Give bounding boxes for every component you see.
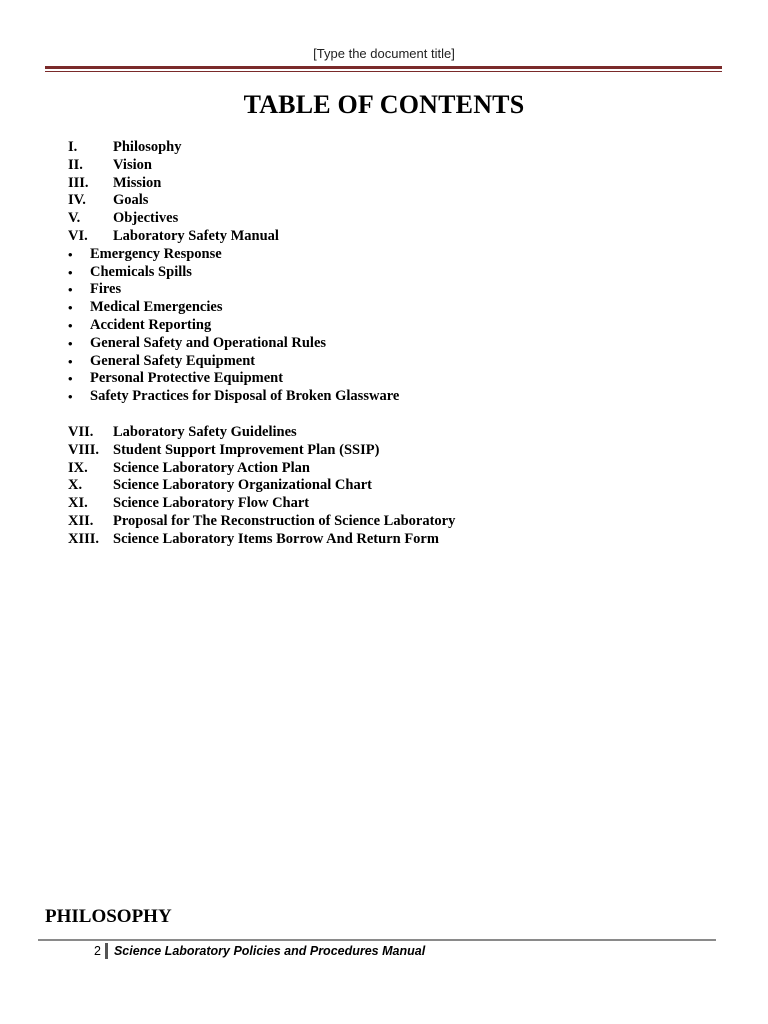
toc-roman-list-b [68, 424, 455, 549]
toc-label: Vision [113, 156, 152, 173]
footer-rule [38, 939, 716, 941]
toc-numeral: VII. [68, 423, 94, 440]
toc-item [68, 442, 455, 460]
toc-bullet-list [68, 246, 455, 406]
toc-label: Science Laboratory Items Borrow And Return Form [113, 530, 439, 547]
toc-bullet-item [68, 317, 455, 335]
toc-bullet-label: Personal Protective Equipment [90, 370, 284, 387]
toc-numeral: II. [68, 156, 83, 173]
toc-spacer [68, 406, 455, 424]
toc-bullet-item [68, 264, 455, 282]
toc-bullet-item [68, 353, 455, 371]
bullet-icon: • [68, 353, 73, 369]
toc-bullet-item [68, 299, 455, 317]
toc-bullet-item [68, 246, 455, 264]
footer-divider [105, 943, 108, 959]
bullet-icon: • [68, 264, 73, 280]
toc-numeral: XII. [68, 512, 94, 529]
header-rule-thin [45, 71, 722, 72]
toc-label: Goals [113, 192, 149, 209]
section-heading: PHILOSOPHY [45, 906, 172, 927]
toc-bullet-item [68, 281, 455, 299]
toc-label: Mission [113, 174, 162, 191]
bullet-icon: • [68, 282, 73, 298]
toc-bullet-item [68, 335, 455, 353]
toc-item [68, 175, 455, 193]
toc-label: Objectives [113, 210, 179, 227]
toc-numeral: III. [68, 174, 89, 191]
toc-roman-list-a [68, 139, 455, 246]
toc-heading: TABLE OF CONTENTS [243, 90, 525, 119]
toc-label: Proposal for The Reconstruction of Science Laboratory [113, 512, 456, 529]
toc-label: Laboratory Safety Guidelines [113, 423, 297, 440]
toc-numeral: IX. [68, 459, 88, 476]
toc-numeral: XI. [68, 495, 88, 512]
bullet-icon: • [68, 317, 73, 333]
toc-numeral: X. [68, 477, 83, 494]
toc-numeral: V. [68, 210, 81, 227]
toc-label: Science Laboratory Action Plan [113, 459, 310, 476]
toc-bullet-item [68, 370, 455, 388]
toc-bullet-label: Emergency Response [90, 245, 222, 262]
page-footer [94, 943, 425, 959]
page-number: 2 [94, 944, 101, 958]
toc-item [68, 495, 455, 513]
toc-item [68, 192, 455, 210]
bullet-icon: • [68, 246, 73, 262]
toc-bullet-label: Chemicals Spills [90, 263, 192, 280]
toc-item [68, 228, 455, 246]
toc-numeral: XIII. [68, 530, 100, 547]
header-rule [45, 66, 722, 69]
toc-bullet-label: Medical Emergencies [90, 299, 223, 316]
toc-item [68, 477, 455, 495]
toc-numeral: VI. [68, 227, 88, 244]
toc-label: Science Laboratory Flow Chart [113, 495, 310, 512]
header-title: [Type the document title] [313, 46, 455, 61]
toc-bullet-label: Accident Reporting [90, 316, 212, 333]
toc-numeral: VIII. [68, 441, 100, 458]
toc-bullet-label: Fires [90, 281, 122, 298]
toc-bullet-label: General Safety and Operational Rules [90, 334, 327, 351]
toc-item [68, 460, 455, 478]
bullet-icon: • [68, 300, 73, 316]
toc-item [68, 531, 455, 549]
toc-item [68, 157, 455, 175]
toc-label: Student Support Improvement Plan (SSIP) [113, 441, 380, 458]
toc-item [68, 139, 455, 157]
toc-numeral: I. [68, 139, 78, 155]
toc-bullet-label: General Safety Equipment [90, 352, 256, 369]
toc-numeral: IV. [68, 192, 86, 209]
toc-item [68, 424, 455, 442]
toc-bullet-label: Safety Practices for Disposal of Broken Glassware [90, 388, 400, 405]
toc-bullet-item [68, 388, 455, 406]
toc-label: Laboratory Safety Manual [113, 227, 279, 244]
footer-title: Science Laboratory Policies and Procedures Manual [113, 944, 426, 958]
toc-label: Science Laboratory Organizational Chart [113, 477, 372, 494]
toc-item [68, 513, 455, 531]
table-of-contents [68, 139, 455, 549]
toc-item [68, 210, 455, 228]
toc-label: Philosophy [113, 139, 182, 155]
bullet-icon: • [68, 389, 73, 405]
bullet-icon: • [68, 371, 73, 387]
bullet-icon: • [68, 335, 73, 351]
